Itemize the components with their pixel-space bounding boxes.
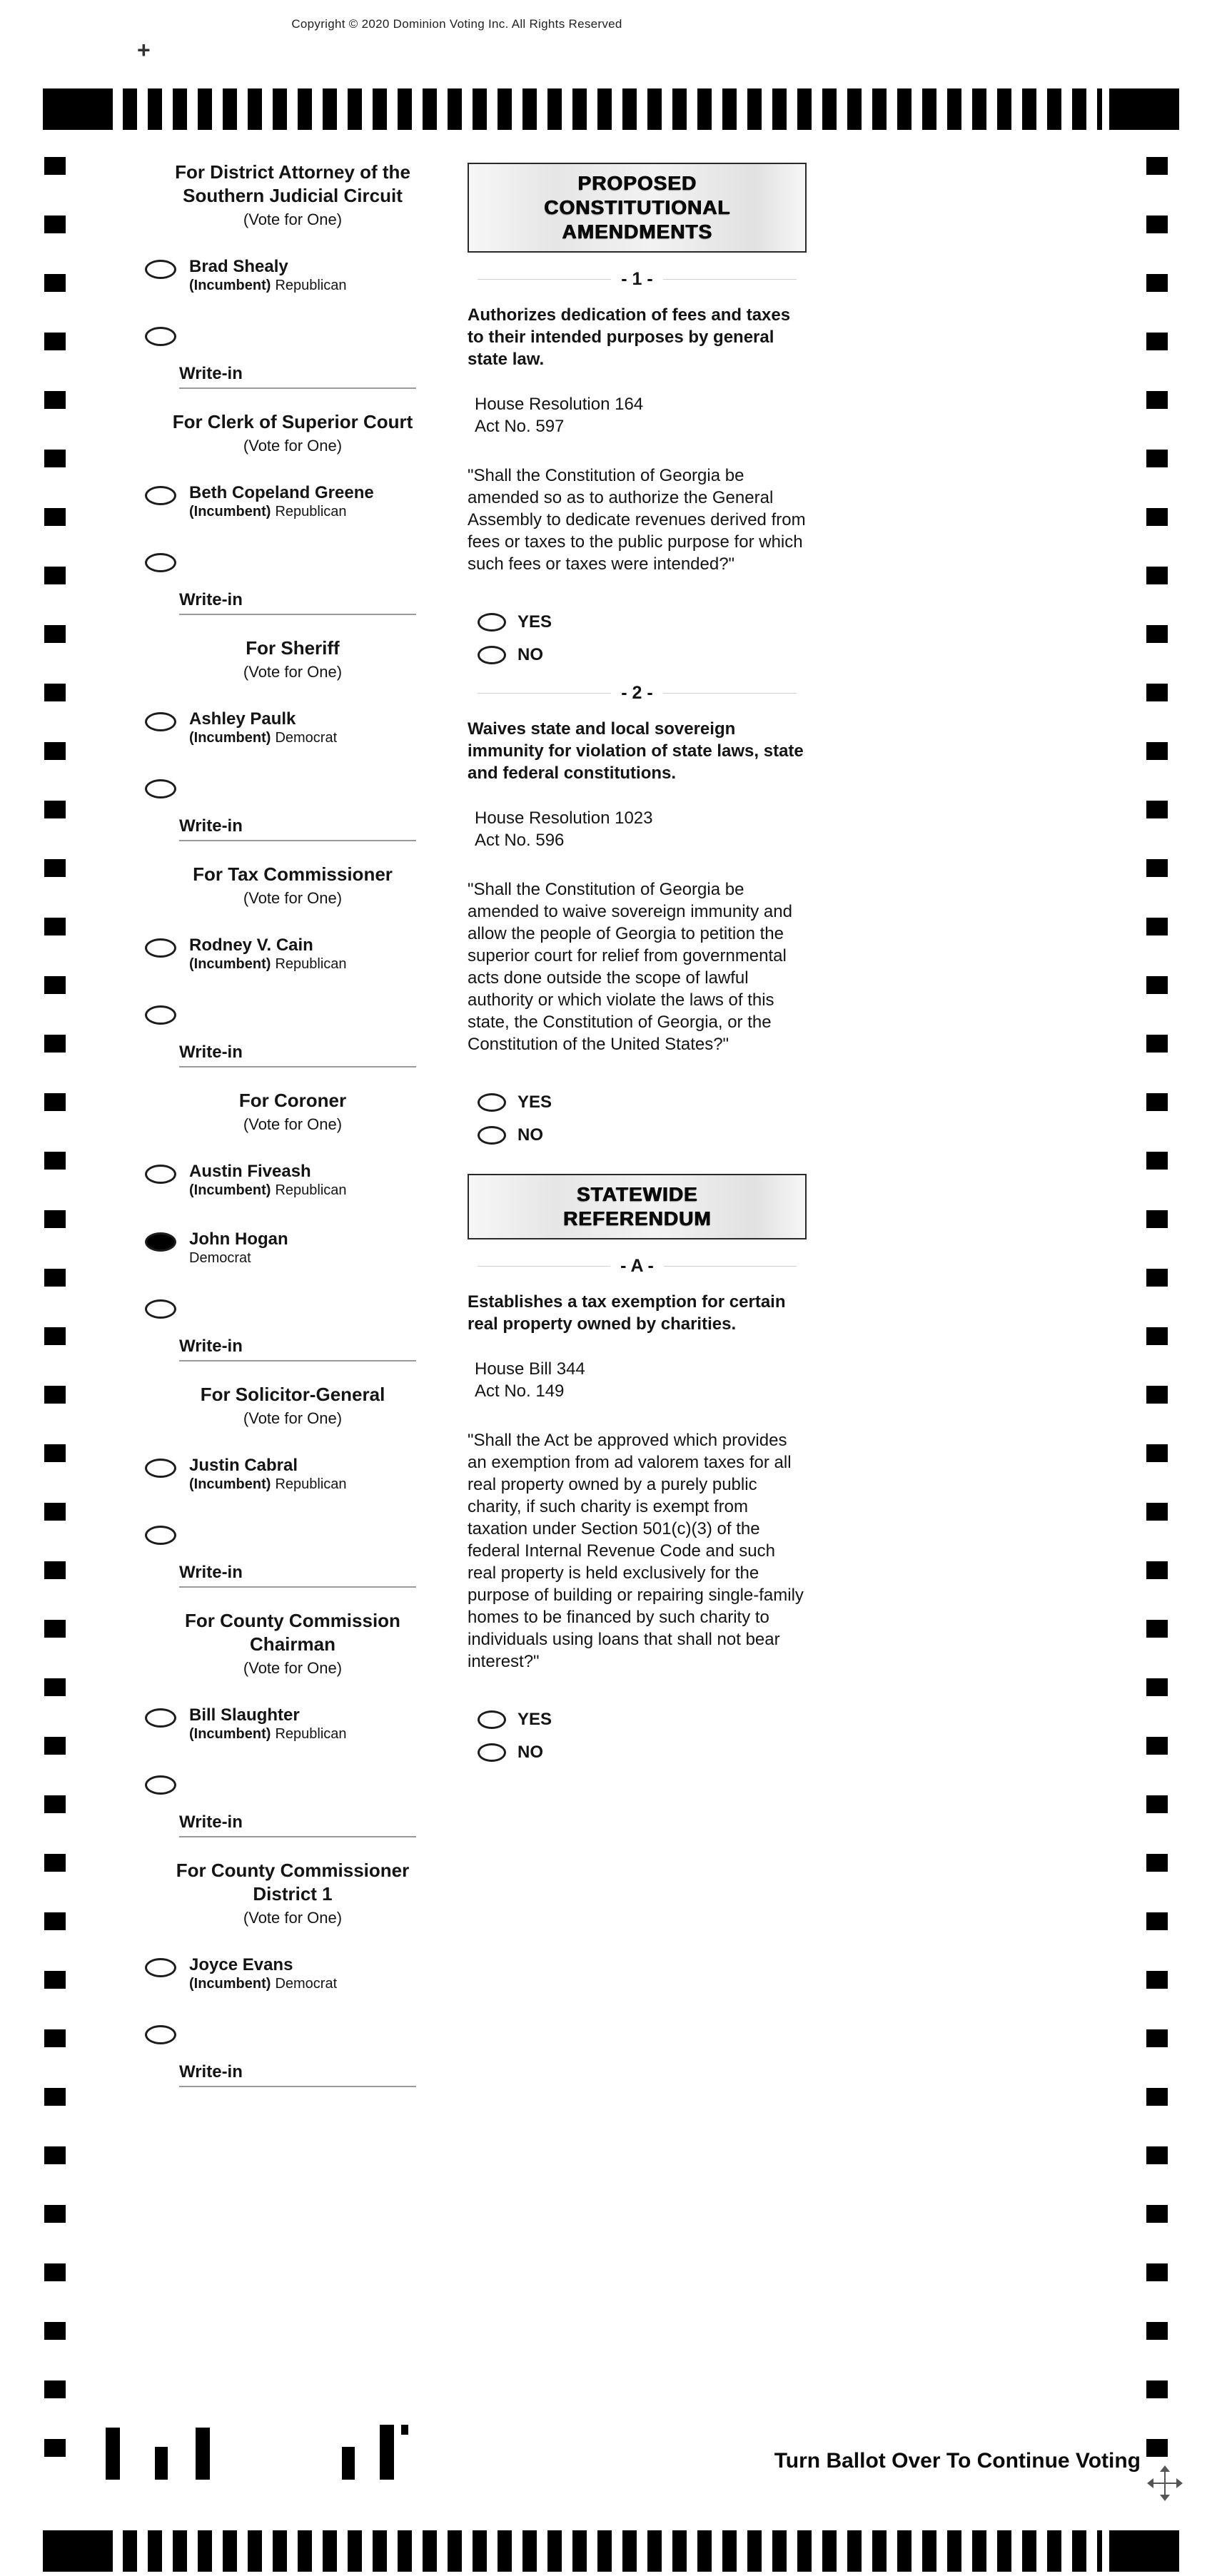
yes-label: YES [517, 1092, 552, 1112]
measure-number: - 2 - [468, 682, 807, 704]
contest-title [125, 863, 460, 886]
candidate-row [125, 1706, 460, 1743]
registration-cross-icon [1149, 2468, 1181, 2499]
measure-referendum-a [468, 1255, 807, 1763]
barcode-bar [380, 2425, 394, 2480]
write-in-oval-row [125, 2025, 460, 2048]
registration-plus-mark: + [137, 37, 151, 63]
write-in-row[interactable] [179, 590, 416, 615]
oval-ashley-paulk[interactable] [145, 712, 176, 731]
write-in-label: Write-in [179, 1563, 243, 1582]
contest-title-line: For Clerk of Superior Court [172, 411, 413, 432]
contest-title-line: District 1 [253, 1883, 333, 1905]
candidate-row [125, 1230, 460, 1267]
contest-title-line: Chairman [250, 1633, 335, 1655]
contest-title [125, 410, 460, 434]
measure-reference-line: House Resolution 1023 [475, 808, 653, 828]
contest-instruction: (Vote for One) [243, 1659, 343, 1677]
yes-choice-row [468, 612, 807, 632]
candidate-text [189, 1162, 347, 1199]
oval-justin-cabral[interactable] [145, 1459, 176, 1478]
oval-write-in-tax-commissioner[interactable] [145, 1005, 176, 1025]
contest-title [125, 1609, 460, 1656]
contest-sheriff [125, 637, 460, 841]
measure-amendment-2 [468, 682, 807, 1145]
write-in-row[interactable] [179, 816, 416, 841]
no-label: NO [517, 645, 543, 664]
measure-question: "Shall the Constitution of Georgia be amended so as to authorize the General Assembly to dedicate revenues derived from fees or taxes to the public purpose for which such fees or taxes were intended?" [468, 466, 806, 574]
measure-number: - 1 - [468, 268, 807, 290]
candidate-party: (Incumbent) Republican [189, 1476, 347, 1492]
candidate-name: Ashley Paulk [189, 709, 296, 729]
oval-beth-copeland-greene[interactable] [145, 486, 176, 505]
no-choice-row [468, 1743, 807, 1763]
candidate-text [189, 484, 374, 520]
section-header-line: PROPOSED [577, 172, 697, 194]
contest-commission-chairman [125, 1609, 460, 1837]
measure-question: "Shall the Act be approved which provides an exemption from ad valorem taxes for all real property owned by a purely public charity, if such charity is exempt from taxation under Section 501(c)(3) of the federal Internal Revenue Code and such real property is held exclusively for the purpose of building or repairing single-family homes to be financed by such charity to individuals using loans that shall not bear interest?" [468, 1431, 804, 1671]
contest-district-attorney [125, 161, 460, 389]
write-in-label: Write-in [179, 816, 243, 836]
no-label: NO [517, 1125, 543, 1145]
candidate-name: John Hogan [189, 1229, 288, 1249]
measure-reference-line: House Bill 344 [475, 1359, 585, 1379]
yes-label: YES [517, 1710, 552, 1729]
write-in-oval-row [125, 1299, 460, 1322]
candidate-name: Rodney V. Cain [189, 935, 313, 955]
oval-write-in-sheriff[interactable] [145, 779, 176, 798]
no-label: NO [517, 1743, 543, 1762]
section-header-line: REFERENDUM [562, 1207, 712, 1229]
write-in-row[interactable] [179, 1812, 416, 1837]
write-in-oval-row [125, 553, 460, 576]
write-in-row[interactable] [179, 1563, 416, 1588]
contest-instruction: (Vote for One) [243, 437, 343, 455]
no-choice-row [468, 645, 807, 665]
write-in-label: Write-in [179, 1043, 243, 1062]
write-in-oval-row [125, 1775, 460, 1798]
oval-austin-fiveash[interactable] [145, 1165, 176, 1184]
barcode-bar [155, 2447, 168, 2480]
measure-question: "Shall the Constitution of Georgia be amended to waive sovereign immunity and allow the people of Georgia to petition the superior court for relief from governmental acts done outside the scope of lawful authority or which violate the laws of this state, the Constitution of Georgia, or the Constitution of the United States?" [468, 880, 792, 1054]
write-in-row[interactable] [179, 2062, 416, 2087]
candidate-text [189, 1956, 337, 1992]
contest-clerk-superior-court [125, 410, 460, 615]
contest-title [125, 1383, 460, 1406]
timing-block-top-left [43, 88, 113, 130]
contest-title-line: For Tax Commissioner [193, 863, 393, 885]
barcode-bar [401, 2425, 408, 2435]
contest-title [125, 161, 460, 208]
section-header-line: CONSTITUTIONAL [543, 196, 731, 218]
candidate-name: Austin Fiveash [189, 1162, 311, 1181]
timing-marks-right [1146, 157, 1168, 2483]
candidate-party: (Incumbent) Democrat [189, 730, 338, 746]
yes-choice-row [468, 1092, 807, 1112]
oval-write-in-clerk[interactable] [145, 553, 176, 572]
oval-john-hogan-filled[interactable] [145, 1232, 176, 1252]
contest-title-line: For Sheriff [246, 637, 340, 659]
contest-title-line: Southern Judicial Circuit [183, 185, 403, 206]
yes-label: YES [517, 612, 552, 632]
oval-write-in-coroner[interactable] [145, 1299, 176, 1319]
contest-title-line: For County Commission [185, 1610, 400, 1631]
write-in-label: Write-in [179, 1337, 243, 1356]
oval-bill-slaughter[interactable] [145, 1708, 176, 1728]
candidate-party: (Incumbent) Democrat [189, 1976, 338, 1992]
write-in-row[interactable] [179, 1043, 416, 1068]
measure-reference-line: House Resolution 164 [475, 395, 644, 414]
contest-instruction: (Vote for One) [243, 1909, 343, 1927]
measure-reference [468, 807, 807, 851]
measure-reference [468, 393, 807, 437]
candidate-text [189, 936, 347, 973]
measure-amendment-1 [468, 268, 807, 665]
oval-no-referendum-a[interactable] [478, 1743, 506, 1762]
write-in-oval-row [125, 1526, 460, 1548]
write-in-label: Write-in [179, 590, 243, 609]
measure-summary: Establishes a tax exemption for certain real property owned by charities. [468, 1292, 786, 1334]
timing-block-bottom-right [1109, 2530, 1179, 2572]
timing-block-bottom-left [43, 2530, 113, 2572]
candidate-contests-column [125, 161, 460, 2109]
contest-title [125, 637, 460, 660]
candidate-text [189, 258, 347, 294]
write-in-label: Write-in [179, 2062, 243, 2081]
measure-summary: Waives state and local sovereign immunity for violation of state laws, state and federal constitutions. [468, 719, 804, 783]
section-header-proposed-constitutional-amendments [468, 163, 807, 253]
write-in-row[interactable] [179, 364, 416, 389]
candidate-name: Beth Copeland Greene [189, 483, 374, 502]
barcode-bar [196, 2428, 210, 2480]
candidate-party: (Incumbent) Republican [189, 278, 347, 293]
candidate-name: Brad Shealy [189, 257, 288, 276]
contest-instruction: (Vote for One) [243, 889, 343, 907]
candidate-party: (Incumbent) Republican [189, 956, 347, 972]
candidate-name: Joyce Evans [189, 1955, 293, 1974]
write-in-row[interactable] [179, 1337, 416, 1361]
oval-write-in-commission-chairman[interactable] [145, 1775, 176, 1795]
write-in-oval-row [125, 779, 460, 802]
candidate-party: (Incumbent) Republican [189, 1182, 347, 1198]
oval-brad-shealy[interactable] [145, 260, 176, 279]
measure-reference-line: Act No. 597 [475, 417, 565, 436]
timing-marks-left [44, 157, 66, 2483]
candidate-row [125, 710, 460, 746]
contest-title-line: For County Commissioner [176, 1860, 410, 1881]
candidate-name: Bill Slaughter [189, 1705, 300, 1725]
yes-choice-row [468, 1710, 807, 1730]
contest-title-line: For District Attorney of the [175, 161, 410, 183]
oval-yes-referendum-a[interactable] [478, 1710, 506, 1729]
section-header-line: STATEWIDE [576, 1183, 698, 1205]
contest-instruction: (Vote for One) [243, 663, 343, 681]
contest-title-line: For Solicitor-General [200, 1384, 385, 1405]
turn-ballot-over-text: Turn Ballot Over To Continue Voting [774, 2449, 1141, 2473]
candidate-text [189, 710, 337, 746]
barcode-bar [342, 2447, 355, 2480]
barcode-bar [106, 2428, 120, 2480]
measures-column [468, 163, 807, 1780]
contest-instruction: (Vote for One) [243, 211, 343, 228]
candidate-row [125, 1162, 460, 1199]
write-in-oval-row [125, 1005, 460, 1028]
contest-coroner [125, 1089, 460, 1361]
candidate-party: Democrat [189, 1250, 251, 1266]
contest-instruction: (Vote for One) [243, 1409, 343, 1427]
contest-commissioner-district-1 [125, 1859, 460, 2087]
oval-joyce-evans[interactable] [145, 1958, 176, 1977]
candidate-party: (Incumbent) Republican [189, 504, 347, 519]
contest-solicitor-general [125, 1383, 460, 1588]
measure-number: - A - [468, 1255, 807, 1277]
candidate-row [125, 1456, 460, 1493]
contest-title [125, 1089, 460, 1112]
copyright-text: Copyright © 2020 Dominion Voting Inc. All Rights Reserved [291, 17, 622, 31]
timing-marks-top [123, 88, 1102, 130]
timing-marks-bottom [123, 2530, 1102, 2572]
section-header-statewide-referendum [468, 1174, 807, 1239]
candidate-row [125, 936, 460, 973]
measure-reference [468, 1358, 807, 1402]
candidate-row [125, 258, 460, 294]
candidate-name: Justin Cabral [189, 1456, 298, 1475]
measure-reference-line: Act No. 149 [475, 1381, 565, 1401]
oval-no-amendment-1[interactable] [478, 646, 506, 664]
candidate-text [189, 1706, 347, 1743]
contest-tax-commissioner [125, 863, 460, 1068]
candidate-row [125, 484, 460, 520]
measure-reference-line: Act No. 596 [475, 831, 565, 850]
oval-write-in-district-attorney[interactable] [145, 327, 176, 346]
write-in-label: Write-in [179, 1812, 243, 1832]
contest-title-line: For Coroner [238, 1090, 347, 1111]
candidate-text [189, 1456, 347, 1493]
measure-summary: Authorizes dedication of fees and taxes to their intended purposes by general state law. [468, 305, 791, 369]
section-header-line: AMENDMENTS [562, 220, 712, 243]
candidate-row [125, 1956, 460, 1992]
no-choice-row [468, 1125, 807, 1145]
oval-yes-amendment-1[interactable] [478, 613, 506, 632]
candidate-party: (Incumbent) Republican [189, 1726, 347, 1742]
candidate-text [189, 1230, 288, 1267]
write-in-oval-row [125, 327, 460, 350]
oval-no-amendment-2[interactable] [478, 1126, 506, 1145]
oval-rodney-cain[interactable] [145, 938, 176, 958]
contest-instruction: (Vote for One) [243, 1115, 343, 1133]
oval-write-in-commissioner-district-1[interactable] [145, 2025, 176, 2044]
oval-yes-amendment-2[interactable] [478, 1093, 506, 1112]
timing-block-top-right [1109, 88, 1179, 130]
contest-title [125, 1859, 460, 1906]
write-in-label: Write-in [179, 364, 243, 383]
oval-write-in-solicitor-general[interactable] [145, 1526, 176, 1545]
